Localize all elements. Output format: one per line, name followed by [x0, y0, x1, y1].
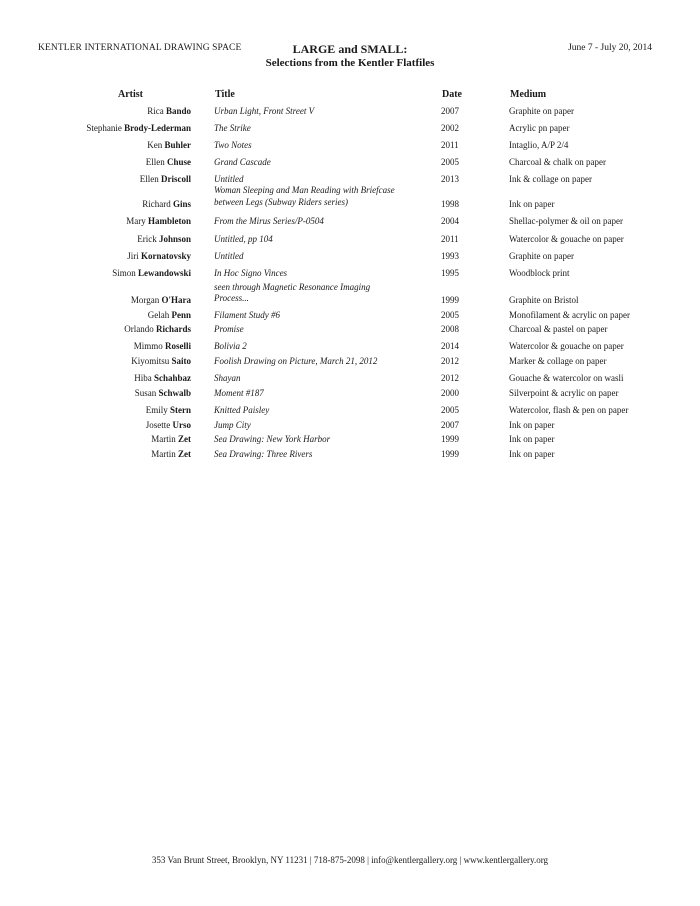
artist-last-name: Penn [171, 310, 191, 320]
artwork-date: 1998 [441, 199, 459, 209]
artwork-title: Grand Cascade [214, 157, 271, 167]
artwork-title: Promise [214, 324, 244, 334]
artist-cell [20, 434, 191, 444]
artwork-title: Untitled [214, 251, 244, 261]
artwork-medium: Acrylic pn paper [509, 123, 570, 133]
artist-cell [20, 251, 191, 261]
artist-cell [20, 106, 191, 116]
artwork-title: Untitled, pp 104 [214, 234, 273, 244]
artwork-date: 2000 [441, 388, 459, 398]
artwork-medium: Charcoal & pastel on paper [509, 324, 608, 334]
artist-last-name: Buhler [164, 140, 191, 150]
artist-first-name: Mary [126, 216, 146, 226]
artwork-title: between Legs (Subway Riders series) [214, 197, 348, 207]
artist-last-name: Driscoll [161, 174, 191, 184]
artist-cell [20, 157, 191, 167]
artist-first-name: Martin [151, 434, 176, 444]
table-row [0, 356, 700, 370]
artwork-date: 2012 [441, 373, 459, 383]
artwork-medium: Silverpoint & acrylic on paper [509, 388, 619, 398]
artist-last-name: Schwalb [158, 388, 191, 398]
artist-first-name: Kiyomitsu [131, 356, 170, 366]
artwork-date: 1999 [441, 434, 459, 444]
artist-cell [20, 324, 191, 334]
artist-last-name: Gins [172, 199, 191, 209]
artwork-date: 2007 [441, 420, 459, 430]
artwork-date: 2004 [441, 216, 459, 226]
artist-first-name: Martin [151, 449, 176, 459]
artist-cell [20, 295, 191, 305]
artwork-title: Jump City [214, 420, 251, 430]
artwork-title-continued: seen through Magnetic Resonance Imaging [214, 282, 371, 292]
artist-last-name: Richards [155, 324, 191, 334]
table-row [0, 106, 700, 120]
artist-first-name: Ken [147, 140, 163, 150]
table-row [0, 295, 700, 309]
column-header-artist: Artist [118, 89, 143, 100]
artwork-title: Sea Drawing: New York Harbor [214, 434, 331, 444]
artwork-title: Sea Drawing: Three Rivers [214, 449, 313, 459]
artist-first-name: Simon [112, 268, 136, 278]
artist-last-name: Lewandowski [137, 268, 191, 278]
artwork-medium: Monofilament & acrylic on paper [509, 310, 630, 320]
artwork-date: 2008 [441, 324, 459, 334]
artwork-date: 1995 [441, 268, 459, 278]
table-row [0, 157, 700, 171]
artwork-title: Foolish Drawing on Picture, March 21, 2012 [214, 356, 378, 366]
artist-cell [20, 373, 191, 383]
artwork-date: 2005 [441, 310, 459, 320]
artwork-medium: Woodblock print [509, 268, 570, 278]
artist-first-name: Morgan [130, 295, 160, 305]
table-row [0, 420, 700, 434]
artwork-medium: Ink on paper [509, 420, 555, 430]
artwork-title: Bolivia 2 [214, 341, 247, 351]
artist-last-name: Saito [171, 356, 191, 366]
artist-last-name: Hambleton [147, 216, 191, 226]
artist-first-name: Jiri [127, 251, 139, 261]
artwork-medium: Shellac-polymer & oil on paper [509, 216, 623, 226]
artist-cell [20, 199, 191, 209]
artist-last-name: Kornatovsky [140, 251, 191, 261]
table-row [0, 234, 700, 248]
artist-cell [20, 310, 191, 320]
artwork-medium: Watercolor & gouache on paper [509, 234, 624, 244]
exhibition-title: LARGE and SMALL: [292, 42, 408, 56]
artwork-medium: Charcoal & chalk on paper [509, 157, 606, 167]
artist-cell [20, 405, 191, 415]
artist-last-name: Brody-Lederman [124, 123, 191, 133]
artist-last-name: Schahbaz [153, 373, 191, 383]
artist-cell [20, 388, 191, 398]
artist-first-name: Josette [145, 420, 171, 430]
table-row [0, 388, 700, 402]
footer-contact-info: 353 Van Brunt Street, Brooklyn, NY 11231 | 718-875-2098 | info@kentlergallery.org | www.kentlergallery.org [151, 855, 549, 865]
table-row [0, 324, 700, 338]
table-row [0, 405, 700, 419]
artist-cell [20, 174, 191, 184]
table-row [0, 449, 700, 463]
artwork-medium: Gouache & watercolor on wasli [509, 373, 624, 383]
artist-cell [20, 140, 191, 150]
artist-first-name: Stephanie [86, 123, 122, 133]
artwork-date: 2011 [441, 140, 459, 150]
artist-cell [20, 234, 191, 244]
artist-cell [20, 341, 191, 351]
table-row [0, 434, 700, 448]
artwork-date: 2013 [441, 174, 459, 184]
artwork-date: 2005 [441, 157, 459, 167]
column-header-title: Title [215, 89, 235, 100]
artist-last-name: Stern [170, 405, 191, 415]
artist-first-name: Rica [147, 106, 164, 116]
artwork-date: 2014 [441, 341, 459, 351]
artist-last-name: Chuse [166, 157, 191, 167]
artwork-title: From the Mirus Series/P-0504 [214, 216, 324, 226]
artist-cell [20, 268, 191, 278]
table-row [0, 341, 700, 355]
artwork-title: Knitted Paisley [214, 405, 270, 415]
artwork-date: 2011 [441, 234, 459, 244]
artwork-medium: Watercolor & gouache on paper [509, 341, 624, 351]
artist-last-name: Zet [178, 449, 191, 459]
artist-last-name: Zet [178, 434, 191, 444]
exhibition-subtitle: Selections from the Kentler Flatfiles [265, 57, 435, 69]
table-row [0, 140, 700, 154]
artwork-date: 1999 [441, 295, 459, 305]
artwork-date: 1999 [441, 449, 459, 459]
artwork-title-continued: Woman Sleeping and Man Reading with Briefcase [214, 185, 395, 195]
artwork-medium: Ink on paper [509, 434, 555, 444]
artist-first-name: Emily [145, 405, 168, 415]
artwork-title: Two Notes [214, 140, 252, 150]
artwork-medium: Intaglio, A/P 2/4 [509, 140, 569, 150]
artwork-date: 2002 [441, 123, 459, 133]
artwork-title: Filament Study #6 [214, 310, 280, 320]
artist-first-name: Mimmo [133, 341, 163, 351]
table-row [0, 199, 700, 213]
column-header-medium: Medium [510, 89, 547, 100]
artist-first-name: Ellen [145, 157, 165, 167]
table-row [0, 123, 700, 137]
artist-first-name: Ellen [139, 174, 159, 184]
artist-cell [20, 123, 191, 133]
artist-last-name: Johnson [158, 234, 191, 244]
artist-last-name: Urso [172, 420, 191, 430]
artwork-medium: Ink & collage on paper [509, 174, 592, 184]
artist-last-name: O'Hara [161, 295, 191, 305]
artwork-date: 2005 [441, 405, 459, 415]
artwork-title: The Strike [214, 123, 251, 133]
artwork-medium: Ink on paper [509, 449, 555, 459]
artist-cell [20, 420, 191, 430]
artist-cell [20, 216, 191, 226]
artwork-medium: Graphite on paper [509, 251, 574, 261]
artist-first-name: Hiba [134, 373, 152, 383]
table-row [0, 216, 700, 230]
artist-first-name: Susan [134, 388, 157, 398]
table-row [0, 251, 700, 265]
artist-cell [20, 356, 191, 366]
artwork-date: 1993 [441, 251, 459, 261]
artwork-title: In Hoc Signo Vinces [214, 268, 288, 278]
artist-last-name: Roselli [165, 341, 191, 351]
table-row [0, 373, 700, 387]
artist-first-name: Orlando [124, 324, 154, 334]
artwork-medium: Graphite on Bristol [509, 295, 579, 305]
artist-cell [20, 449, 191, 459]
artwork-date: 2007 [441, 106, 459, 116]
artwork-medium: Watercolor, flash & pen on paper [509, 405, 629, 415]
artwork-title: Moment #187 [214, 388, 264, 398]
artwork-medium: Graphite on paper [509, 106, 574, 116]
artwork-medium: Ink on paper [509, 199, 555, 209]
column-header-date: Date [442, 89, 462, 100]
table-row [0, 310, 700, 324]
organization-name: KENTLER INTERNATIONAL DRAWING SPACE [38, 43, 242, 53]
artwork-title: Untitled [214, 174, 244, 184]
artwork-title: Process... [214, 293, 249, 303]
artwork-title: Urban Light, Front Street V [214, 106, 315, 116]
artist-first-name: Gelah [147, 310, 170, 320]
table-row [0, 268, 700, 282]
artwork-medium: Marker & collage on paper [509, 356, 607, 366]
artwork-title: Shayan [214, 373, 241, 383]
exhibition-dates: June 7 - July 20, 2014 [568, 43, 652, 53]
artist-first-name: Erick [137, 234, 157, 244]
artist-last-name: Bando [165, 106, 191, 116]
artist-first-name: Richard [142, 199, 171, 209]
artwork-date: 2012 [441, 356, 459, 366]
